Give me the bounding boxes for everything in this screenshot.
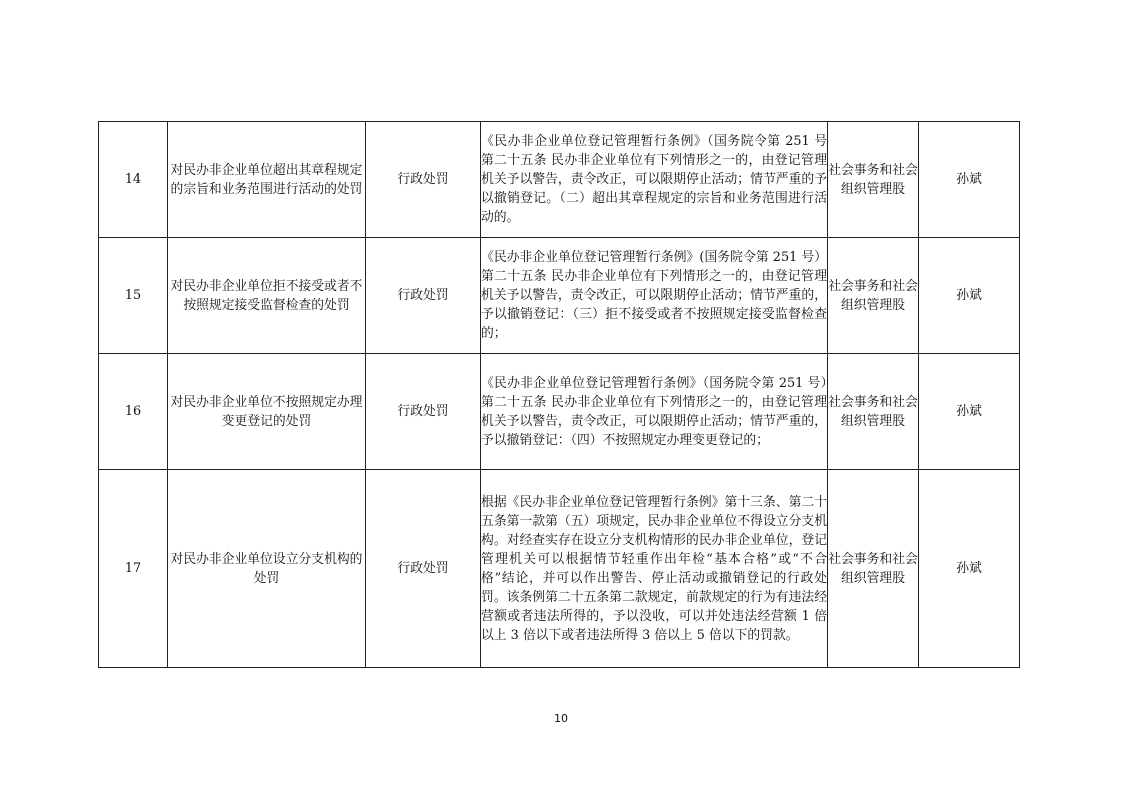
responsible-department: 社会事务和社会组织管理股 — [828, 122, 919, 238]
authority-type: 行政处罚 — [366, 354, 481, 470]
item-name: 对民办非企业单位超出其章程规定的宗旨和业务范围进行活动的处罚 — [168, 122, 366, 238]
item-name: 对民办非企业单位不按照规定办理变更登记的处罚 — [168, 354, 366, 470]
responsible-person: 孙斌 — [919, 354, 1020, 470]
table-row — [99, 354, 1020, 470]
authority-table — [98, 121, 1020, 668]
responsible-department: 社会事务和社会组织管理股 — [828, 354, 919, 470]
responsible-person: 孙斌 — [919, 238, 1020, 354]
authority-type: 行政处罚 — [366, 122, 481, 238]
row-number: 16 — [99, 354, 168, 470]
legal-basis: 《民办非企业单位登记管理暂行条例》（国务院令第 251 号第二十五条 民办非企业单位有下列情形之一的，由登记管理机关予以警告，责令改正，可以限期停止活动；情节严重的予以撤销登记。（二）超出其章程规定的宗旨和业务范围进行活动的。 — [481, 122, 828, 238]
responsible-person: 孙斌 — [919, 470, 1020, 668]
legal-basis: 《民办非企业单位登记管理暂行条例》(国务院令第 251 号）第二十五条 民办非企业单位有下列情形之一的，由登记管理机关予以警告，责令改正，可以限期停止活动；情节严重的，予以撤销登记：（三）拒不接受或者不按照规定接受监督检查的； — [481, 238, 828, 354]
responsible-department: 社会事务和社会组织管理股 — [828, 238, 919, 354]
item-name: 对民办非企业单位拒不接受或者不按照规定接受监督检查的处罚 — [168, 238, 366, 354]
row-number: 17 — [99, 470, 168, 668]
responsible-department: 社会事务和社会组织管理股 — [828, 470, 919, 668]
table-row — [99, 122, 1020, 238]
legal-basis: 根据《民办非企业单位登记管理暂行条例》第十三条、第二十五条第一款第（五）项规定，民办非企业单位不得设立分支机构。对经查实存在设立分支机构情形的民办非企业单位，登记管理机关可以根据情节轻重作出年检“基本合格”或“不合格”结论，并可以作出警告、停止活动或撤销登记的行政处罚。该条例第二十五条第二款规定，前款规定的行为有违法经营额或者违法所得的，予以没收，可以并处违法经营额 1 倍以上 3 倍以下或者违法所得 3 倍以上 5 倍以下的罚款。 — [481, 470, 828, 668]
responsible-person: 孙斌 — [919, 122, 1020, 238]
row-number: 15 — [99, 238, 168, 354]
table-row — [99, 238, 1020, 354]
legal-basis: 《民办非企业单位登记管理暂行条例》（国务院令第 251 号）第二十五条 民办非企业单位有下列情形之一的，由登记管理机关予以警告，责令改正，可以限期停止活动；情节严重的，予以撤销登记：（四）不按照规定办理变更登记的； — [481, 354, 828, 470]
item-name: 对民办非企业单位设立分支机构的处罚 — [168, 470, 366, 668]
page-number: 10 — [554, 712, 568, 725]
authority-type: 行政处罚 — [366, 470, 481, 668]
table-row — [99, 470, 1020, 668]
authority-type: 行政处罚 — [366, 238, 481, 354]
row-number: 14 — [99, 122, 168, 238]
